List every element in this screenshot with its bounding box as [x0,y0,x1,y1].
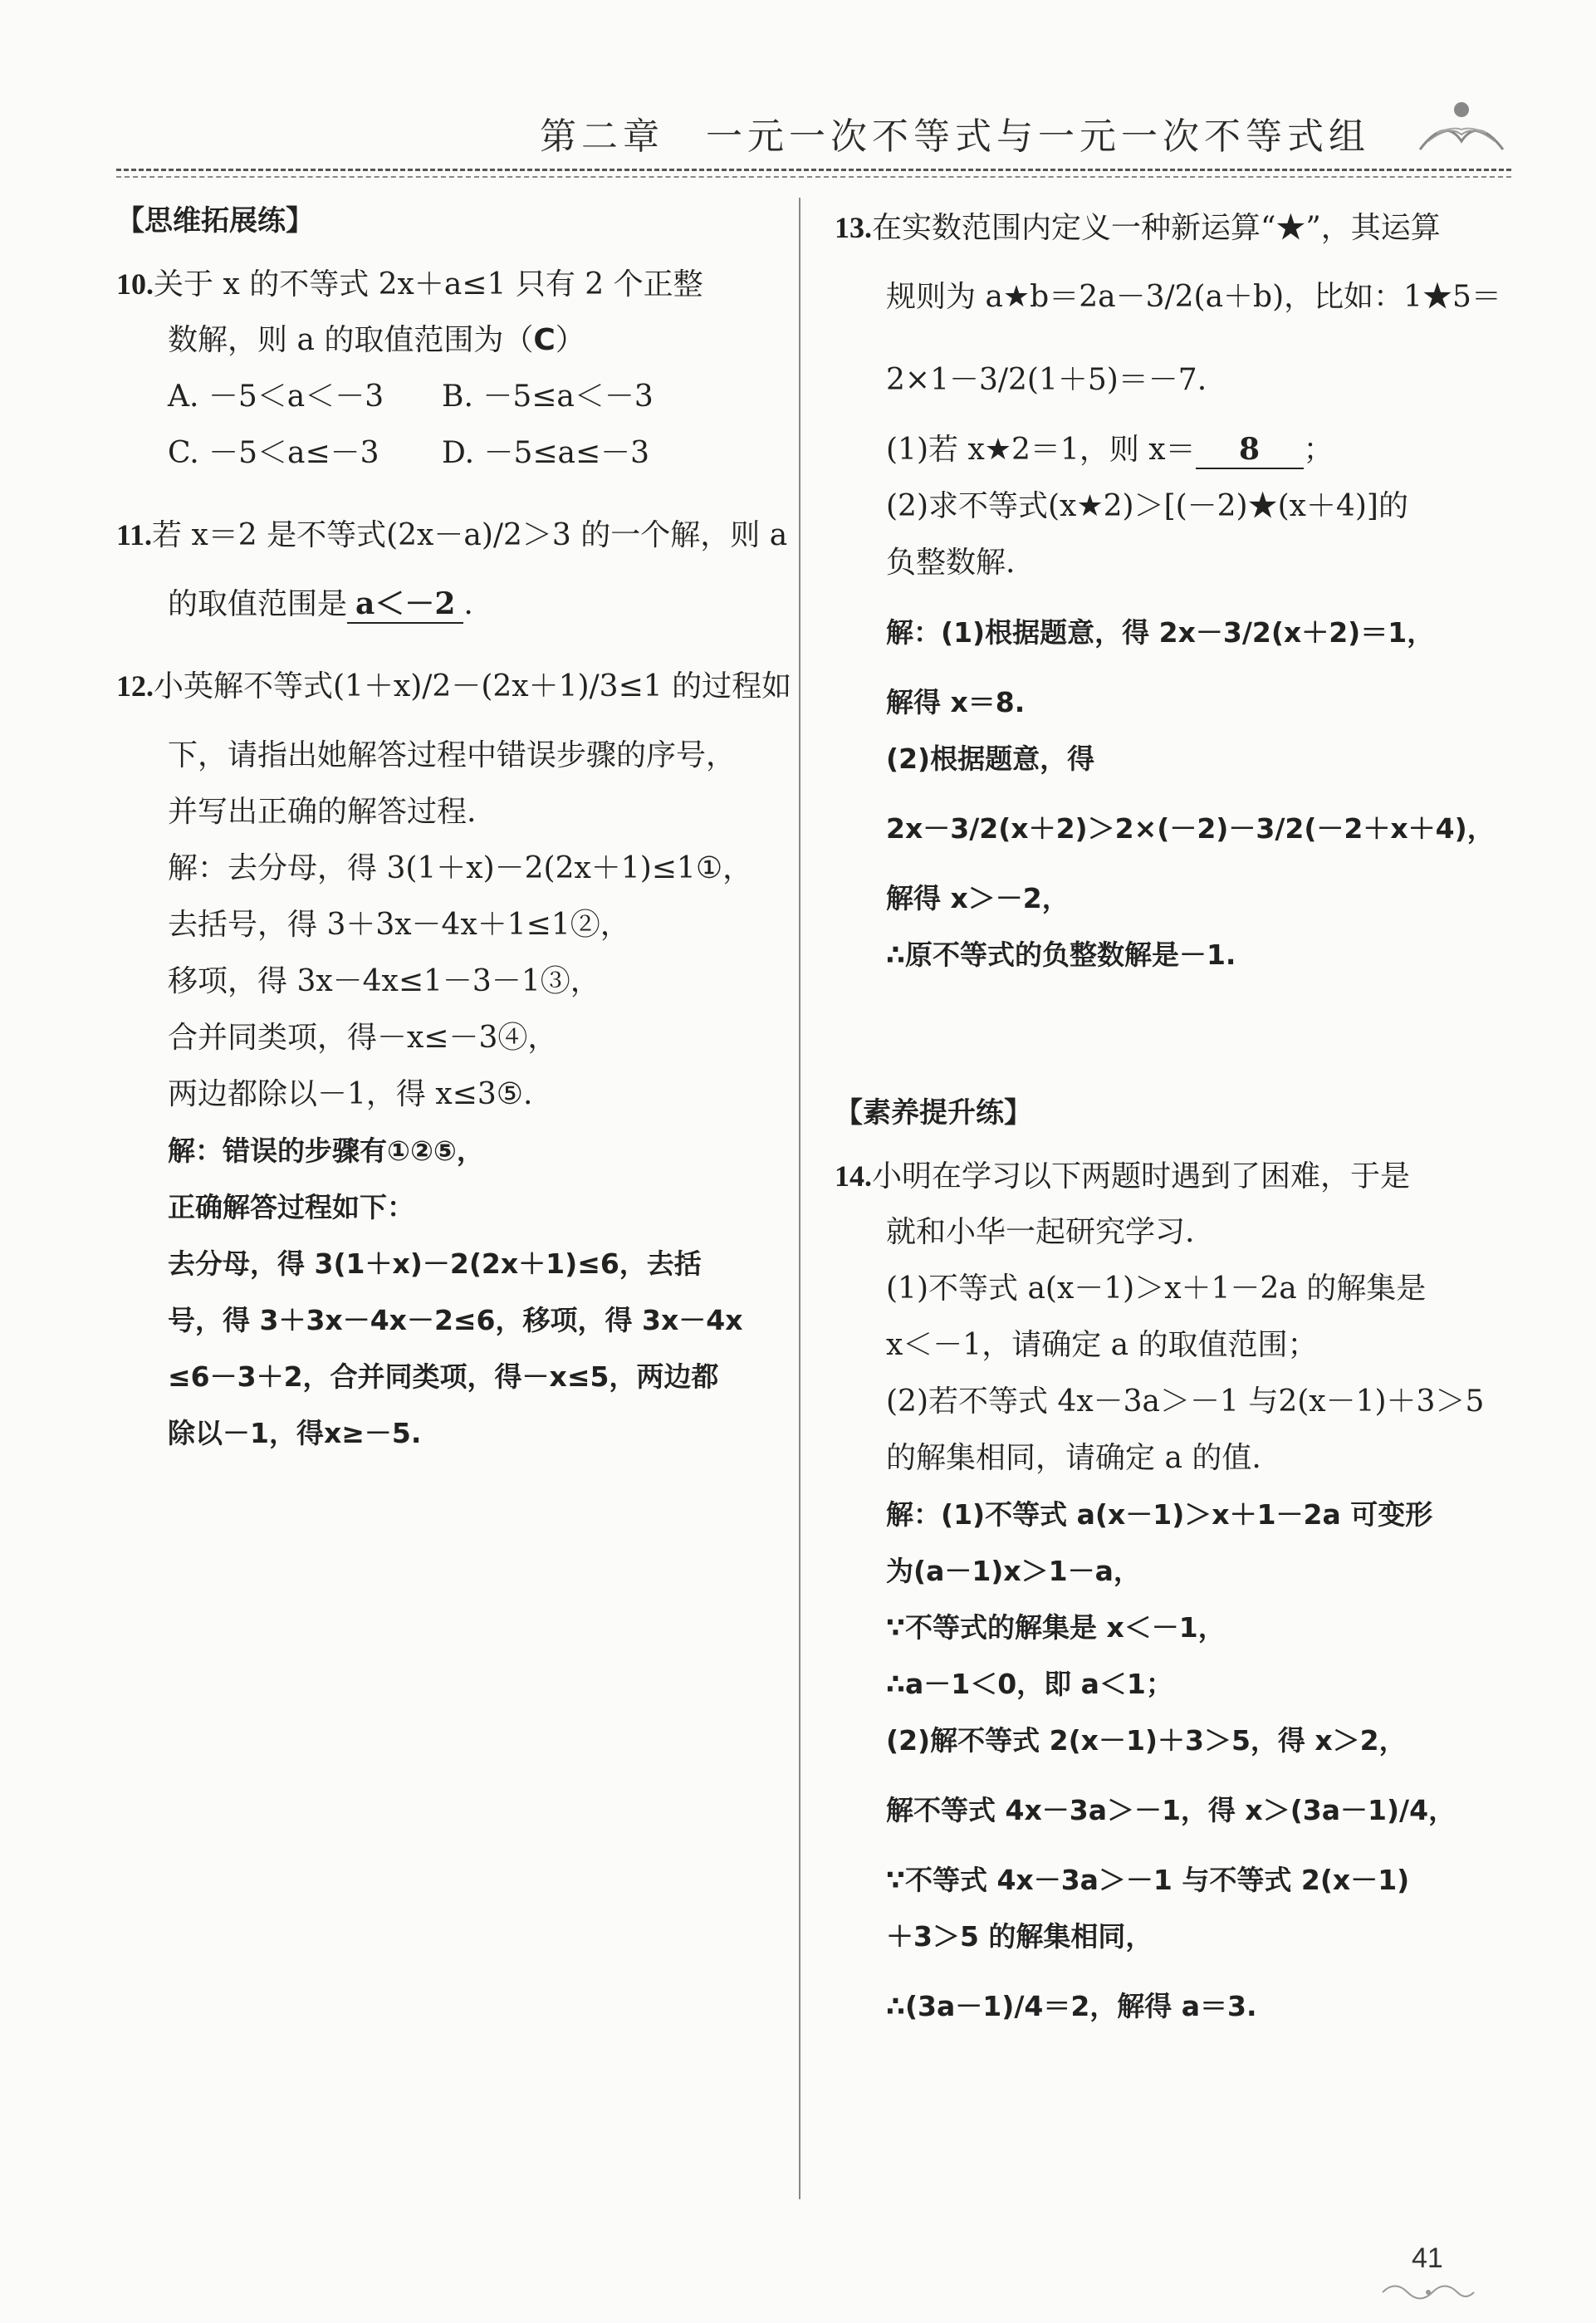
question-13 [835,199,1499,983]
question-10 [116,256,781,482]
q11-stem-line1: 若 x＝2 是不等式(2x－a)/2＞3 的一个解，则 a [152,518,788,552]
q14-part2-line2: 的解集相同，请确定 a 的值. [886,1441,1261,1475]
q14-answer-5: (2)解不等式 2(x－1)＋3＞5，得 x＞2， [886,1724,1407,1757]
q14-answer-8: ＋3＞5 的解集相同， [886,1920,1153,1953]
q13-stem-line1: 在实数范围内定义一种新运算“★”，其运算 [872,211,1441,245]
q12-stem-line3: 并写出正确的解答过程. [168,795,477,829]
q10-stem-line1: 关于 x 的不等式 2x＋a≤1 只有 2 个正整 [154,267,703,301]
q14-stem-line2: 就和小华一起研究学习. [886,1215,1195,1249]
q14-answer-2: 为(a－1)x＞1－a， [886,1555,1141,1587]
q11-stem-end: . [463,587,473,621]
q12-answer-2: 正确解答过程如下： [168,1191,414,1223]
q14-number: 14. [835,1159,872,1193]
q12-answer-6: 除以－1，得x≥－5. [168,1417,422,1449]
q10-option-b: B. －5≤a＜－3 [442,380,654,414]
column-divider [799,198,800,2199]
left-column [116,199,792,1462]
q13-answer-3: (2)根据题意，得 [886,742,1095,775]
q11-stem-line2: 的取值范围是 [168,587,348,621]
q12-stem-line1: 小英解不等式(1＋x)/2－(2x＋1)/3≤1 的过程如 [154,669,792,703]
q12-step-4: 合并同类项，得－x≤－3④， [168,1021,558,1055]
q12-step-5: 两边都除以－1，得 x≤3⑤. [168,1077,533,1111]
q10-option-c: C. －5＜a≤－3 [168,436,379,470]
q14-answer-6: 解不等式 4x－3a＞－1，得 x＞(3a－1)/4， [886,1794,1456,1826]
q13-stem-line2: 规则为 a★b＝2a－3/2(a＋b)，比如：1★5＝ [886,280,1501,314]
header-divider-secondary [116,176,1511,178]
page-header [116,91,1511,171]
question-12 [116,644,792,1462]
question-11 [116,493,788,633]
q13-part2-line1: (2)求不等式(x★2)＞[(－2)★(x＋4)]的 [886,489,1408,523]
header-ornament-icon [1412,91,1511,158]
q12-answer-4: 号，得 3＋3x－4x－2≤6，移项，得 3x－4x [168,1304,743,1336]
header-divider [116,169,1511,171]
q10-answer: C [533,323,556,357]
chapter-title: 第二章 一元一次不等式与一元一次不等式组 [540,115,1370,158]
q13-answer-6: ∴原不等式的负整数解是－1. [886,939,1236,971]
q10-stem-close: ） [555,323,585,357]
q14-part1-line1: (1)不等式 a(x－1)＞x＋1－2a 的解集是 [886,1272,1427,1306]
section-title-literacy: 【素养提升练】 [835,1096,1032,1130]
q13-part2-line2: 负整数解. [886,546,1016,580]
q12-step-3: 移项，得 3x－4x≤1－3－1③， [168,964,600,998]
q13-number: 13. [835,211,872,244]
q13-answer-2: 解得 x＝8. [886,686,1026,718]
question-14 [835,1148,1499,2048]
q13-answer-1: 解：(1)根据题意，得 2x－3/2(x＋2)＝1， [886,616,1435,649]
q12-step-1: 解：去分母，得 3(1＋x)－2(2x＋1)≤1①， [168,851,753,885]
q14-answer-7: ∵不等式 4x－3a＞－1 与不等式 2(x－1) [886,1864,1410,1896]
q14-stem-line1: 小明在学习以下两题时遇到了困难，于是 [872,1159,1411,1193]
q14-part2-line1: (2)若不等式 4x－3a＞－1 与2(x－1)＋3＞5 [886,1384,1485,1419]
q13-stem-line3: 2×1－3/2(1＋5)＝－7. [886,363,1207,397]
right-column [835,199,1499,2048]
q10-number: 10. [116,267,154,301]
q13-part1: (1)若 x★2＝1，则 x＝ [886,433,1196,467]
q13-answer-5: 解得 x＞－2， [886,882,1070,914]
q12-answer-3: 去分母，得 3(1＋x)－2(2x＋1)≤6，去括 [168,1247,702,1280]
q13-answer-4: 2x－3/2(x＋2)＞2×(－2)－3/2(－2＋x＋4)， [886,812,1495,845]
q13-part1-answer: 8 [1196,431,1304,469]
q12-answer-1: 解：错误的步骤有①②⑤， [168,1135,484,1167]
q14-answer-4: ∴a－1＜0，即 a＜1； [886,1668,1173,1700]
q10-option-d: D. －5≤a≤－3 [442,436,650,470]
footer-ornament-icon [1378,2280,1478,2305]
q10-stem-line2: 数解，则 a 的取值范围为（ [168,323,534,357]
page-number: 41 [1412,2242,1443,2274]
q14-answer-3: ∵不等式的解集是 x＜－1， [886,1611,1226,1644]
q14-answer-9: ∴(3a－1)/4＝2，解得 a＝3. [886,1990,1257,2022]
q12-stem-line2: 下，请指出她解答过程中错误步骤的序号， [168,738,737,772]
q11-number: 11. [116,518,153,551]
q11-answer: a＜－2 [347,586,463,624]
q12-number: 12. [116,669,154,703]
q12-answer-5: ≤6－3＋2，合并同类项，得－x≤5，两边都 [168,1360,719,1393]
section-title-thinking: 【思维拓展练】 [116,204,314,238]
q13-part1-end: ； [1303,433,1334,467]
q12-step-2: 去括号，得 3＋3x－4x＋1≤1②， [168,908,630,942]
q14-part1-line2: x＜－1，请确定 a 的取值范围； [886,1328,1318,1362]
q10-option-a: A. －5＜a＜－3 [168,380,384,414]
q14-answer-1: 解：(1)不等式 a(x－1)＞x＋1－2a 可变形 [886,1498,1433,1531]
